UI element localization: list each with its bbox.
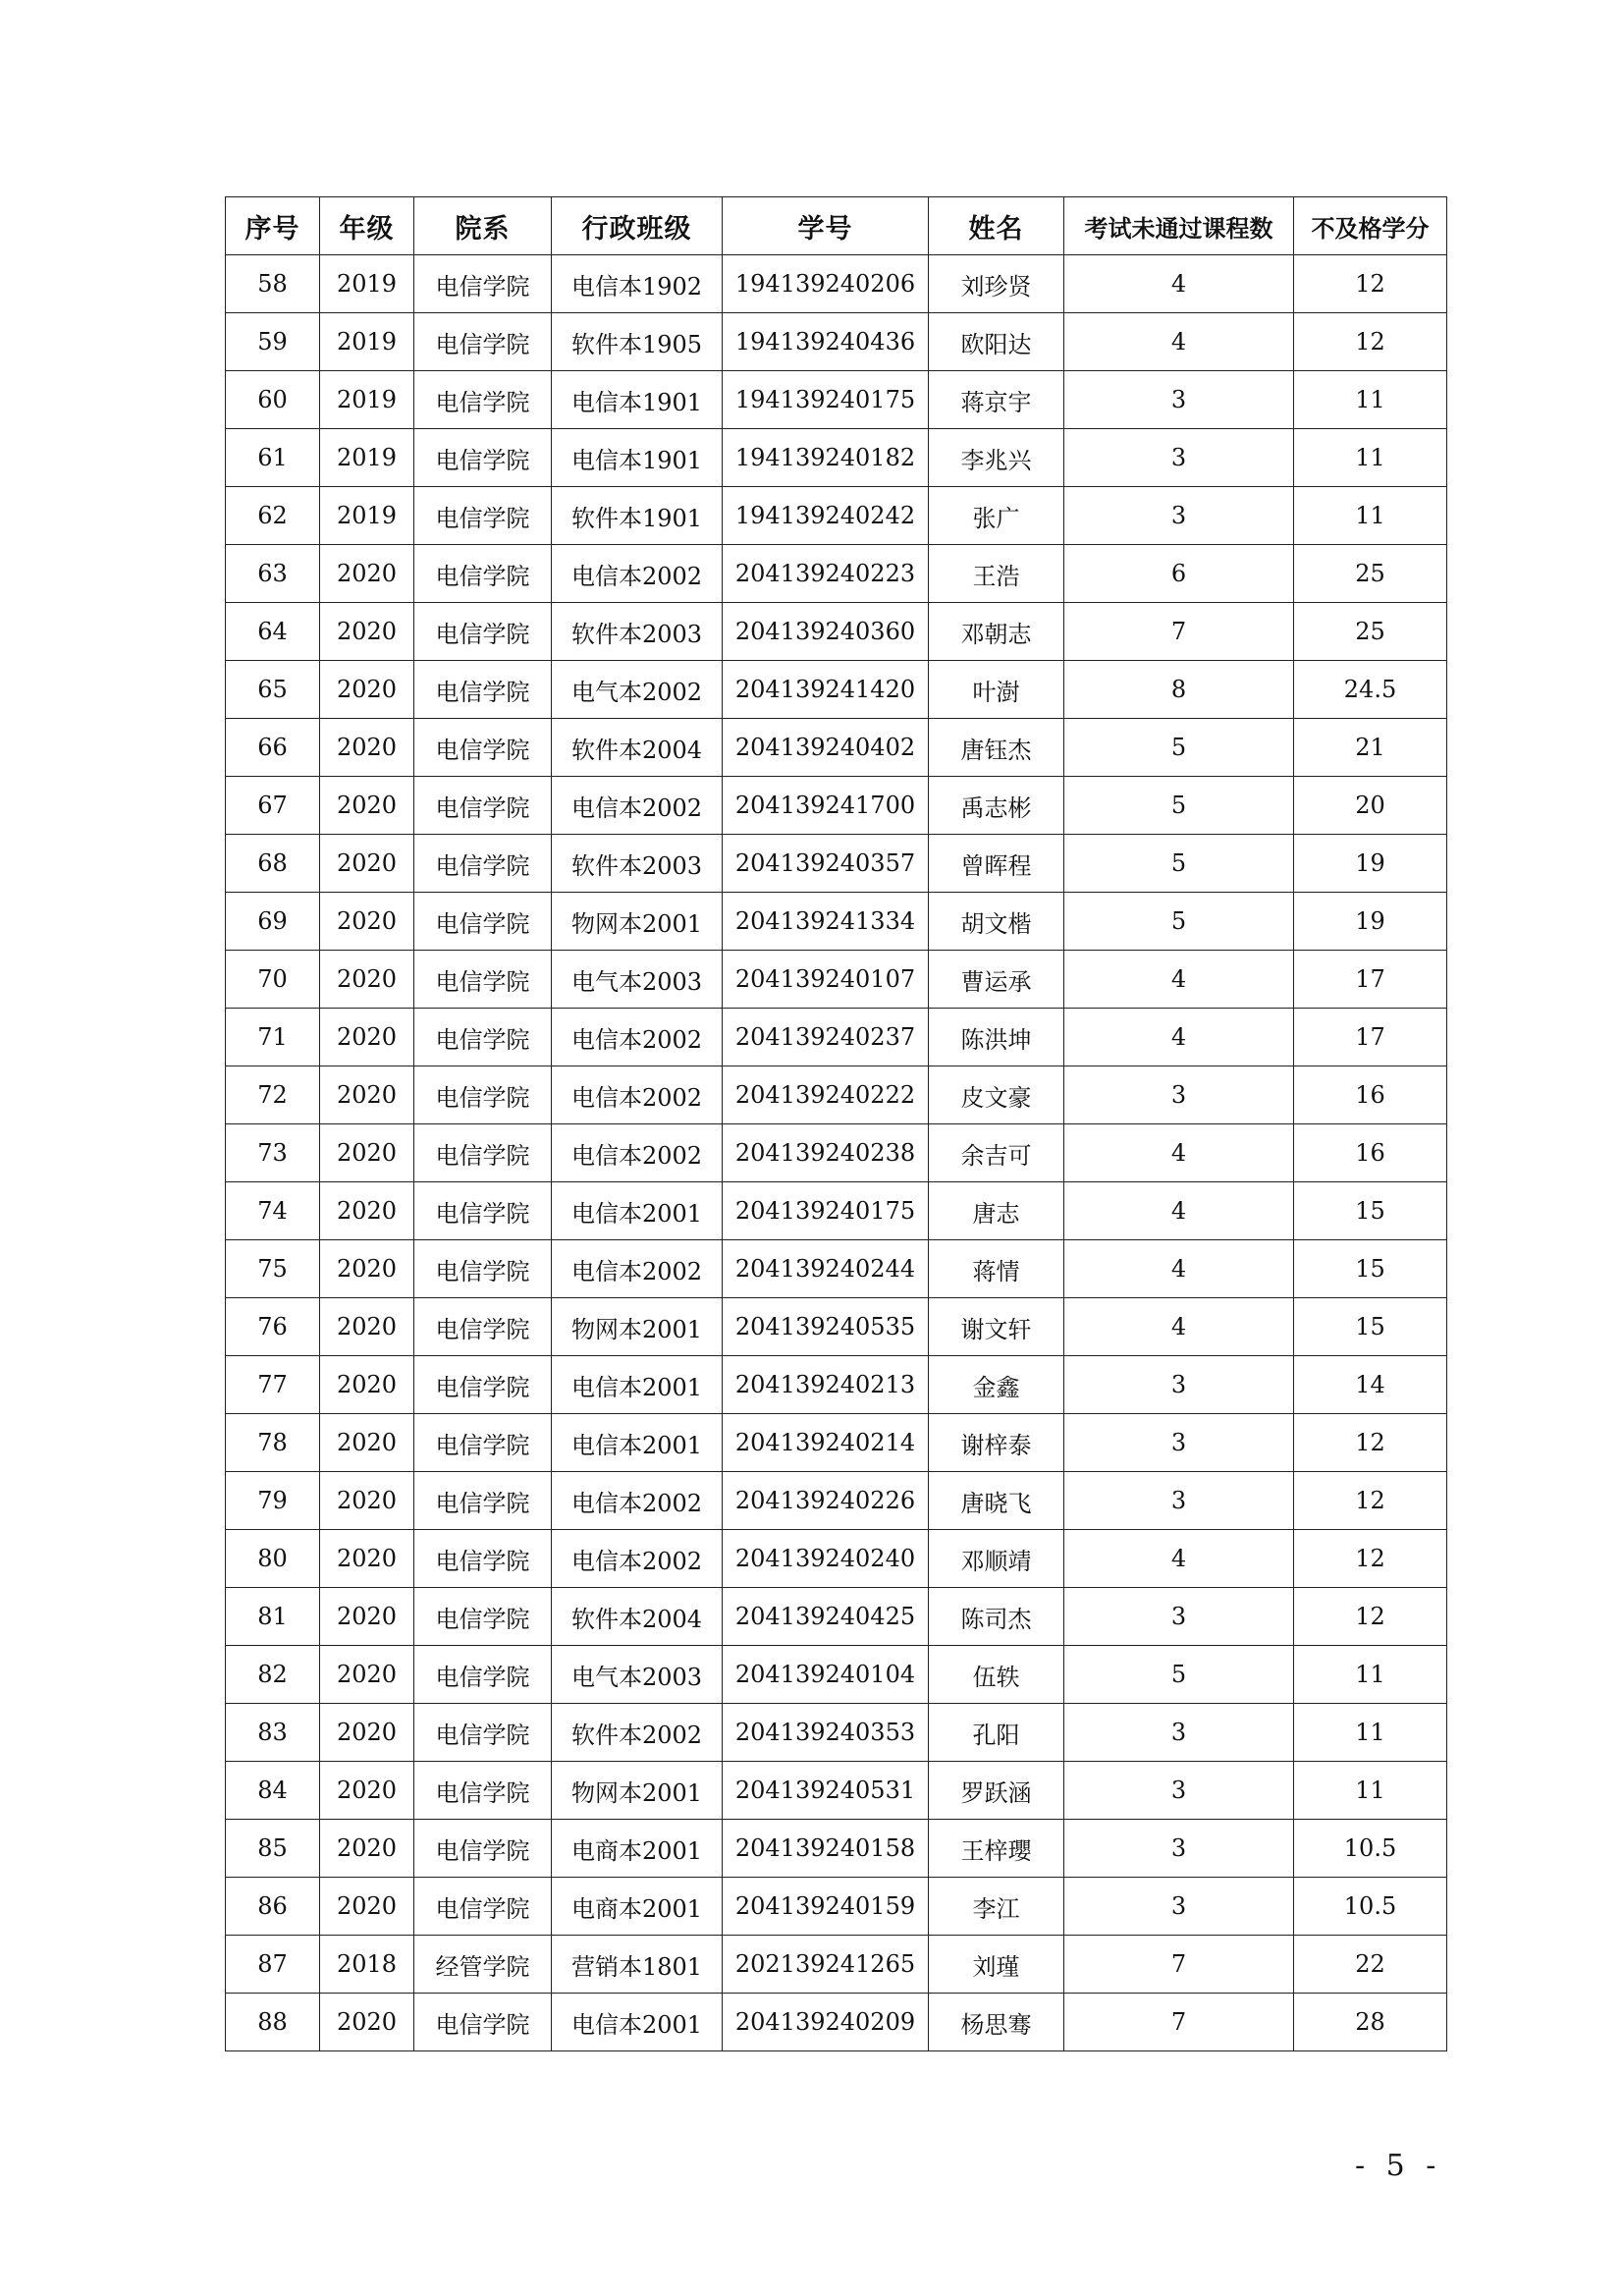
header-department: 院系 (414, 197, 552, 255)
cell-index: 78 (226, 1414, 320, 1472)
cell-index: 79 (226, 1472, 320, 1530)
cell-class: 电信本2002 (552, 1472, 723, 1530)
cell-student-id: 204139240238 (723, 1124, 929, 1182)
cell-name: 邓顺靖 (929, 1530, 1064, 1588)
cell-failed-credits: 12 (1294, 1472, 1447, 1530)
table-row (226, 1066, 1447, 1124)
cell-name: 蒋京宇 (929, 371, 1064, 429)
cell-student-id: 204139241334 (723, 893, 929, 951)
table-row (226, 1762, 1447, 1820)
cell-grade: 2020 (320, 1588, 414, 1646)
cell-failed-courses: 4 (1064, 255, 1294, 313)
table-row (226, 313, 1447, 371)
cell-index: 58 (226, 255, 320, 313)
cell-index: 86 (226, 1878, 320, 1936)
table-row (226, 1530, 1447, 1588)
table-row (226, 1588, 1447, 1646)
cell-student-id: 194139240206 (723, 255, 929, 313)
table-row (226, 1240, 1447, 1298)
cell-class: 电信本2002 (552, 1124, 723, 1182)
cell-index: 85 (226, 1820, 320, 1878)
cell-student-id: 204139240237 (723, 1009, 929, 1066)
cell-class: 电信本2002 (552, 1066, 723, 1124)
table-row (226, 835, 1447, 893)
cell-failed-credits: 15 (1294, 1240, 1447, 1298)
cell-name: 刘珍贤 (929, 255, 1064, 313)
table-row (226, 1298, 1447, 1356)
cell-class: 物网本2001 (552, 1762, 723, 1820)
cell-failed-courses: 4 (1064, 1182, 1294, 1240)
cell-student-id: 194139240436 (723, 313, 929, 371)
cell-failed-credits: 11 (1294, 1704, 1447, 1762)
cell-grade: 2020 (320, 603, 414, 661)
cell-department: 电信学院 (414, 1298, 552, 1356)
cell-grade: 2020 (320, 545, 414, 603)
cell-failed-credits: 10.5 (1294, 1878, 1447, 1936)
cell-failed-courses: 4 (1064, 951, 1294, 1009)
cell-name: 蒋情 (929, 1240, 1064, 1298)
cell-class: 软件本2004 (552, 719, 723, 777)
cell-failed-credits: 19 (1294, 835, 1447, 893)
cell-name: 唐志 (929, 1182, 1064, 1240)
cell-failed-credits: 16 (1294, 1124, 1447, 1182)
cell-department: 电信学院 (414, 429, 552, 487)
cell-failed-credits: 12 (1294, 313, 1447, 371)
cell-class: 软件本2004 (552, 1588, 723, 1646)
cell-name: 李兆兴 (929, 429, 1064, 487)
cell-class: 营销本1801 (552, 1936, 723, 1994)
cell-grade: 2018 (320, 1936, 414, 1994)
cell-department: 电信学院 (414, 1472, 552, 1530)
table-row (226, 1878, 1447, 1936)
table-row (226, 545, 1447, 603)
cell-class: 软件本1905 (552, 313, 723, 371)
cell-failed-courses: 3 (1064, 1414, 1294, 1472)
table-row (226, 1182, 1447, 1240)
cell-name: 王梓瓔 (929, 1820, 1064, 1878)
cell-name: 谢文轩 (929, 1298, 1064, 1356)
cell-class: 电信本2001 (552, 1994, 723, 2051)
cell-grade: 2020 (320, 1762, 414, 1820)
cell-student-id: 204139240240 (723, 1530, 929, 1588)
cell-failed-courses: 3 (1064, 371, 1294, 429)
cell-department: 电信学院 (414, 1704, 552, 1762)
cell-failed-credits: 12 (1294, 1414, 1447, 1472)
cell-name: 罗跃涵 (929, 1762, 1064, 1820)
cell-student-id: 204139240357 (723, 835, 929, 893)
cell-grade: 2019 (320, 429, 414, 487)
cell-department: 电信学院 (414, 1124, 552, 1182)
cell-class: 电信本1901 (552, 371, 723, 429)
cell-name: 余吉可 (929, 1124, 1064, 1182)
cell-failed-courses: 5 (1064, 719, 1294, 777)
cell-failed-courses: 3 (1064, 1704, 1294, 1762)
cell-failed-courses: 4 (1064, 1530, 1294, 1588)
cell-student-id: 204139240223 (723, 545, 929, 603)
cell-grade: 2020 (320, 777, 414, 835)
cell-name: 伍轶 (929, 1646, 1064, 1704)
header-student-id: 学号 (723, 197, 929, 255)
table-row (226, 1009, 1447, 1066)
cell-failed-courses: 5 (1064, 835, 1294, 893)
cell-index: 84 (226, 1762, 320, 1820)
cell-failed-courses: 3 (1064, 1762, 1294, 1820)
cell-grade: 2020 (320, 661, 414, 719)
cell-failed-courses: 7 (1064, 1994, 1294, 2051)
cell-name: 孔阳 (929, 1704, 1064, 1762)
cell-failed-courses: 4 (1064, 1009, 1294, 1066)
cell-department: 电信学院 (414, 487, 552, 545)
cell-department: 电信学院 (414, 1588, 552, 1646)
cell-grade: 2020 (320, 835, 414, 893)
cell-failed-credits: 17 (1294, 951, 1447, 1009)
cell-name: 曹运承 (929, 951, 1064, 1009)
table-row (226, 1124, 1447, 1182)
table-row (226, 777, 1447, 835)
cell-name: 金鑫 (929, 1356, 1064, 1414)
cell-grade: 2020 (320, 1009, 414, 1066)
cell-grade: 2020 (320, 1124, 414, 1182)
cell-department: 电信学院 (414, 1762, 552, 1820)
cell-student-id: 204139240360 (723, 603, 929, 661)
cell-failed-credits: 11 (1294, 1646, 1447, 1704)
cell-failed-credits: 14 (1294, 1356, 1447, 1414)
cell-department: 电信学院 (414, 951, 552, 1009)
cell-index: 80 (226, 1530, 320, 1588)
cell-failed-courses: 5 (1064, 777, 1294, 835)
cell-failed-courses: 3 (1064, 1820, 1294, 1878)
cell-class: 电信本2002 (552, 777, 723, 835)
cell-student-id: 204139241700 (723, 777, 929, 835)
cell-department: 电信学院 (414, 777, 552, 835)
cell-class: 电气本2003 (552, 1646, 723, 1704)
cell-name: 杨思骞 (929, 1994, 1064, 2051)
cell-name: 胡文楷 (929, 893, 1064, 951)
cell-index: 59 (226, 313, 320, 371)
cell-class: 电商本2001 (552, 1820, 723, 1878)
cell-index: 74 (226, 1182, 320, 1240)
cell-failed-credits: 11 (1294, 371, 1447, 429)
cell-student-id: 204139240159 (723, 1878, 929, 1936)
cell-failed-courses: 3 (1064, 1472, 1294, 1530)
cell-failed-courses: 7 (1064, 603, 1294, 661)
table-row (226, 719, 1447, 777)
cell-failed-courses: 3 (1064, 1356, 1294, 1414)
cell-grade: 2020 (320, 1414, 414, 1472)
cell-failed-credits: 12 (1294, 1530, 1447, 1588)
cell-grade: 2020 (320, 1066, 414, 1124)
cell-index: 82 (226, 1646, 320, 1704)
cell-failed-courses: 5 (1064, 1646, 1294, 1704)
cell-student-id: 204139240175 (723, 1182, 929, 1240)
cell-department: 电信学院 (414, 1066, 552, 1124)
cell-index: 72 (226, 1066, 320, 1124)
cell-student-id: 194139240242 (723, 487, 929, 545)
cell-failed-credits: 21 (1294, 719, 1447, 777)
cell-index: 60 (226, 371, 320, 429)
cell-failed-courses: 4 (1064, 1298, 1294, 1356)
header-grade: 年级 (320, 197, 414, 255)
header-failed-credits: 不及格学分 (1294, 197, 1447, 255)
cell-department: 电信学院 (414, 1530, 552, 1588)
cell-department: 电信学院 (414, 1414, 552, 1472)
cell-student-id: 204139240209 (723, 1994, 929, 2051)
cell-student-id: 204139240535 (723, 1298, 929, 1356)
cell-department: 电信学院 (414, 1820, 552, 1878)
cell-failed-credits: 25 (1294, 603, 1447, 661)
cell-index: 73 (226, 1124, 320, 1182)
cell-failed-credits: 10.5 (1294, 1820, 1447, 1878)
cell-class: 电信本2002 (552, 1009, 723, 1066)
table-row (226, 1414, 1447, 1472)
cell-student-id: 204139240531 (723, 1762, 929, 1820)
table-row (226, 1356, 1447, 1414)
cell-grade: 2019 (320, 371, 414, 429)
cell-failed-credits: 12 (1294, 255, 1447, 313)
cell-grade: 2020 (320, 1298, 414, 1356)
cell-department: 电信学院 (414, 603, 552, 661)
cell-failed-credits: 19 (1294, 893, 1447, 951)
student-table (225, 196, 1447, 2051)
cell-name: 唐晓飞 (929, 1472, 1064, 1530)
cell-index: 68 (226, 835, 320, 893)
cell-department: 电信学院 (414, 893, 552, 951)
cell-grade: 2020 (320, 1646, 414, 1704)
cell-department: 电信学院 (414, 255, 552, 313)
cell-index: 65 (226, 661, 320, 719)
table-row (226, 661, 1447, 719)
cell-index: 75 (226, 1240, 320, 1298)
cell-department: 电信学院 (414, 1878, 552, 1936)
cell-class: 软件本2003 (552, 835, 723, 893)
cell-name: 陈洪坤 (929, 1009, 1064, 1066)
cell-grade: 2019 (320, 487, 414, 545)
cell-class: 电信本2002 (552, 1240, 723, 1298)
cell-name: 李江 (929, 1878, 1064, 1936)
cell-name: 王浩 (929, 545, 1064, 603)
table-row (226, 371, 1447, 429)
cell-grade: 2020 (320, 1994, 414, 2051)
cell-student-id: 204139240158 (723, 1820, 929, 1878)
table-row (226, 893, 1447, 951)
cell-index: 66 (226, 719, 320, 777)
cell-failed-courses: 3 (1064, 1588, 1294, 1646)
cell-department: 电信学院 (414, 313, 552, 371)
table-body (226, 255, 1447, 2051)
cell-failed-courses: 8 (1064, 661, 1294, 719)
cell-department: 电信学院 (414, 1240, 552, 1298)
cell-index: 76 (226, 1298, 320, 1356)
cell-student-id: 204139241420 (723, 661, 929, 719)
cell-grade: 2020 (320, 719, 414, 777)
cell-grade: 2020 (320, 893, 414, 951)
cell-failed-courses: 3 (1064, 1066, 1294, 1124)
cell-failed-courses: 4 (1064, 1240, 1294, 1298)
table-row (226, 255, 1447, 313)
cell-student-id: 194139240182 (723, 429, 929, 487)
cell-department: 电信学院 (414, 661, 552, 719)
cell-index: 63 (226, 545, 320, 603)
cell-index: 62 (226, 487, 320, 545)
cell-failed-courses: 3 (1064, 429, 1294, 487)
cell-department: 经管学院 (414, 1936, 552, 1994)
cell-index: 61 (226, 429, 320, 487)
table-row (226, 429, 1447, 487)
cell-failed-courses: 4 (1064, 1124, 1294, 1182)
cell-grade: 2020 (320, 951, 414, 1009)
cell-class: 物网本2001 (552, 893, 723, 951)
page-number: - 5 - (1355, 2149, 1442, 2183)
cell-class: 电信本1901 (552, 429, 723, 487)
cell-name: 刘瑾 (929, 1936, 1064, 1994)
cell-failed-credits: 28 (1294, 1994, 1447, 2051)
cell-grade: 2019 (320, 313, 414, 371)
cell-class: 电信本2002 (552, 1530, 723, 1588)
cell-class: 电信本1902 (552, 255, 723, 313)
cell-name: 叶澍 (929, 661, 1064, 719)
cell-student-id: 204139240213 (723, 1356, 929, 1414)
cell-student-id: 204139240214 (723, 1414, 929, 1472)
cell-class: 电气本2003 (552, 951, 723, 1009)
cell-department: 电信学院 (414, 1356, 552, 1414)
cell-index: 88 (226, 1994, 320, 2051)
cell-class: 软件本2003 (552, 603, 723, 661)
cell-class: 物网本2001 (552, 1298, 723, 1356)
cell-failed-courses: 3 (1064, 1878, 1294, 1936)
cell-grade: 2020 (320, 1704, 414, 1762)
cell-failed-courses: 7 (1064, 1936, 1294, 1994)
cell-class: 软件本1901 (552, 487, 723, 545)
cell-name: 谢梓泰 (929, 1414, 1064, 1472)
cell-failed-courses: 5 (1064, 893, 1294, 951)
cell-failed-credits: 15 (1294, 1298, 1447, 1356)
table-row (226, 1704, 1447, 1762)
cell-failed-credits: 11 (1294, 429, 1447, 487)
cell-index: 83 (226, 1704, 320, 1762)
cell-class: 软件本2002 (552, 1704, 723, 1762)
cell-student-id: 204139240425 (723, 1588, 929, 1646)
cell-student-id: 204139240244 (723, 1240, 929, 1298)
cell-department: 电信学院 (414, 545, 552, 603)
cell-name: 张广 (929, 487, 1064, 545)
cell-department: 电信学院 (414, 835, 552, 893)
cell-failed-credits: 15 (1294, 1182, 1447, 1240)
table-row (226, 1472, 1447, 1530)
table-row (226, 1994, 1447, 2051)
header-index: 序号 (226, 197, 320, 255)
table-row (226, 487, 1447, 545)
cell-grade: 2020 (320, 1356, 414, 1414)
cell-class: 电信本2002 (552, 545, 723, 603)
cell-grade: 2019 (320, 255, 414, 313)
cell-index: 69 (226, 893, 320, 951)
cell-failed-courses: 6 (1064, 545, 1294, 603)
header-failed-courses: 考试未通过课程数 (1064, 197, 1294, 255)
cell-class: 电气本2002 (552, 661, 723, 719)
cell-name: 曾晖程 (929, 835, 1064, 893)
table-row (226, 1936, 1447, 1994)
cell-grade: 2020 (320, 1240, 414, 1298)
cell-grade: 2020 (320, 1878, 414, 1936)
cell-grade: 2020 (320, 1820, 414, 1878)
cell-class: 电信本2001 (552, 1356, 723, 1414)
cell-name: 唐钰杰 (929, 719, 1064, 777)
cell-failed-credits: 22 (1294, 1936, 1447, 1994)
cell-failed-credits: 20 (1294, 777, 1447, 835)
table-row (226, 603, 1447, 661)
cell-failed-courses: 3 (1064, 487, 1294, 545)
cell-failed-credits: 17 (1294, 1009, 1447, 1066)
cell-student-id: 194139240175 (723, 371, 929, 429)
cell-grade: 2020 (320, 1472, 414, 1530)
cell-index: 87 (226, 1936, 320, 1994)
cell-department: 电信学院 (414, 1646, 552, 1704)
cell-student-id: 204139240104 (723, 1646, 929, 1704)
cell-student-id: 204139240353 (723, 1704, 929, 1762)
cell-student-id: 204139240402 (723, 719, 929, 777)
cell-failed-credits: 16 (1294, 1066, 1447, 1124)
cell-failed-credits: 25 (1294, 545, 1447, 603)
cell-failed-credits: 11 (1294, 487, 1447, 545)
cell-failed-credits: 12 (1294, 1588, 1447, 1646)
table-header-row (226, 197, 1447, 255)
cell-department: 电信学院 (414, 1009, 552, 1066)
cell-index: 77 (226, 1356, 320, 1414)
cell-department: 电信学院 (414, 1994, 552, 2051)
cell-name: 邓朝志 (929, 603, 1064, 661)
cell-failed-credits: 24.5 (1294, 661, 1447, 719)
cell-grade: 2020 (320, 1182, 414, 1240)
cell-class: 电信本2001 (552, 1414, 723, 1472)
cell-department: 电信学院 (414, 719, 552, 777)
header-class: 行政班级 (552, 197, 723, 255)
cell-class: 电信本2001 (552, 1182, 723, 1240)
cell-student-id: 204139240226 (723, 1472, 929, 1530)
cell-index: 70 (226, 951, 320, 1009)
cell-index: 64 (226, 603, 320, 661)
table-row (226, 1820, 1447, 1878)
cell-index: 67 (226, 777, 320, 835)
cell-department: 电信学院 (414, 1182, 552, 1240)
cell-failed-credits: 11 (1294, 1762, 1447, 1820)
cell-failed-courses: 4 (1064, 313, 1294, 371)
cell-department: 电信学院 (414, 371, 552, 429)
cell-index: 81 (226, 1588, 320, 1646)
table-row (226, 1646, 1447, 1704)
cell-index: 71 (226, 1009, 320, 1066)
cell-student-id: 204139240107 (723, 951, 929, 1009)
cell-name: 欧阳达 (929, 313, 1064, 371)
cell-name: 禹志彬 (929, 777, 1064, 835)
cell-student-id: 202139241265 (723, 1936, 929, 1994)
table-row (226, 951, 1447, 1009)
cell-student-id: 204139240222 (723, 1066, 929, 1124)
cell-class: 电商本2001 (552, 1878, 723, 1936)
cell-name: 陈司杰 (929, 1588, 1064, 1646)
header-name: 姓名 (929, 197, 1064, 255)
cell-grade: 2020 (320, 1530, 414, 1588)
cell-name: 皮文豪 (929, 1066, 1064, 1124)
